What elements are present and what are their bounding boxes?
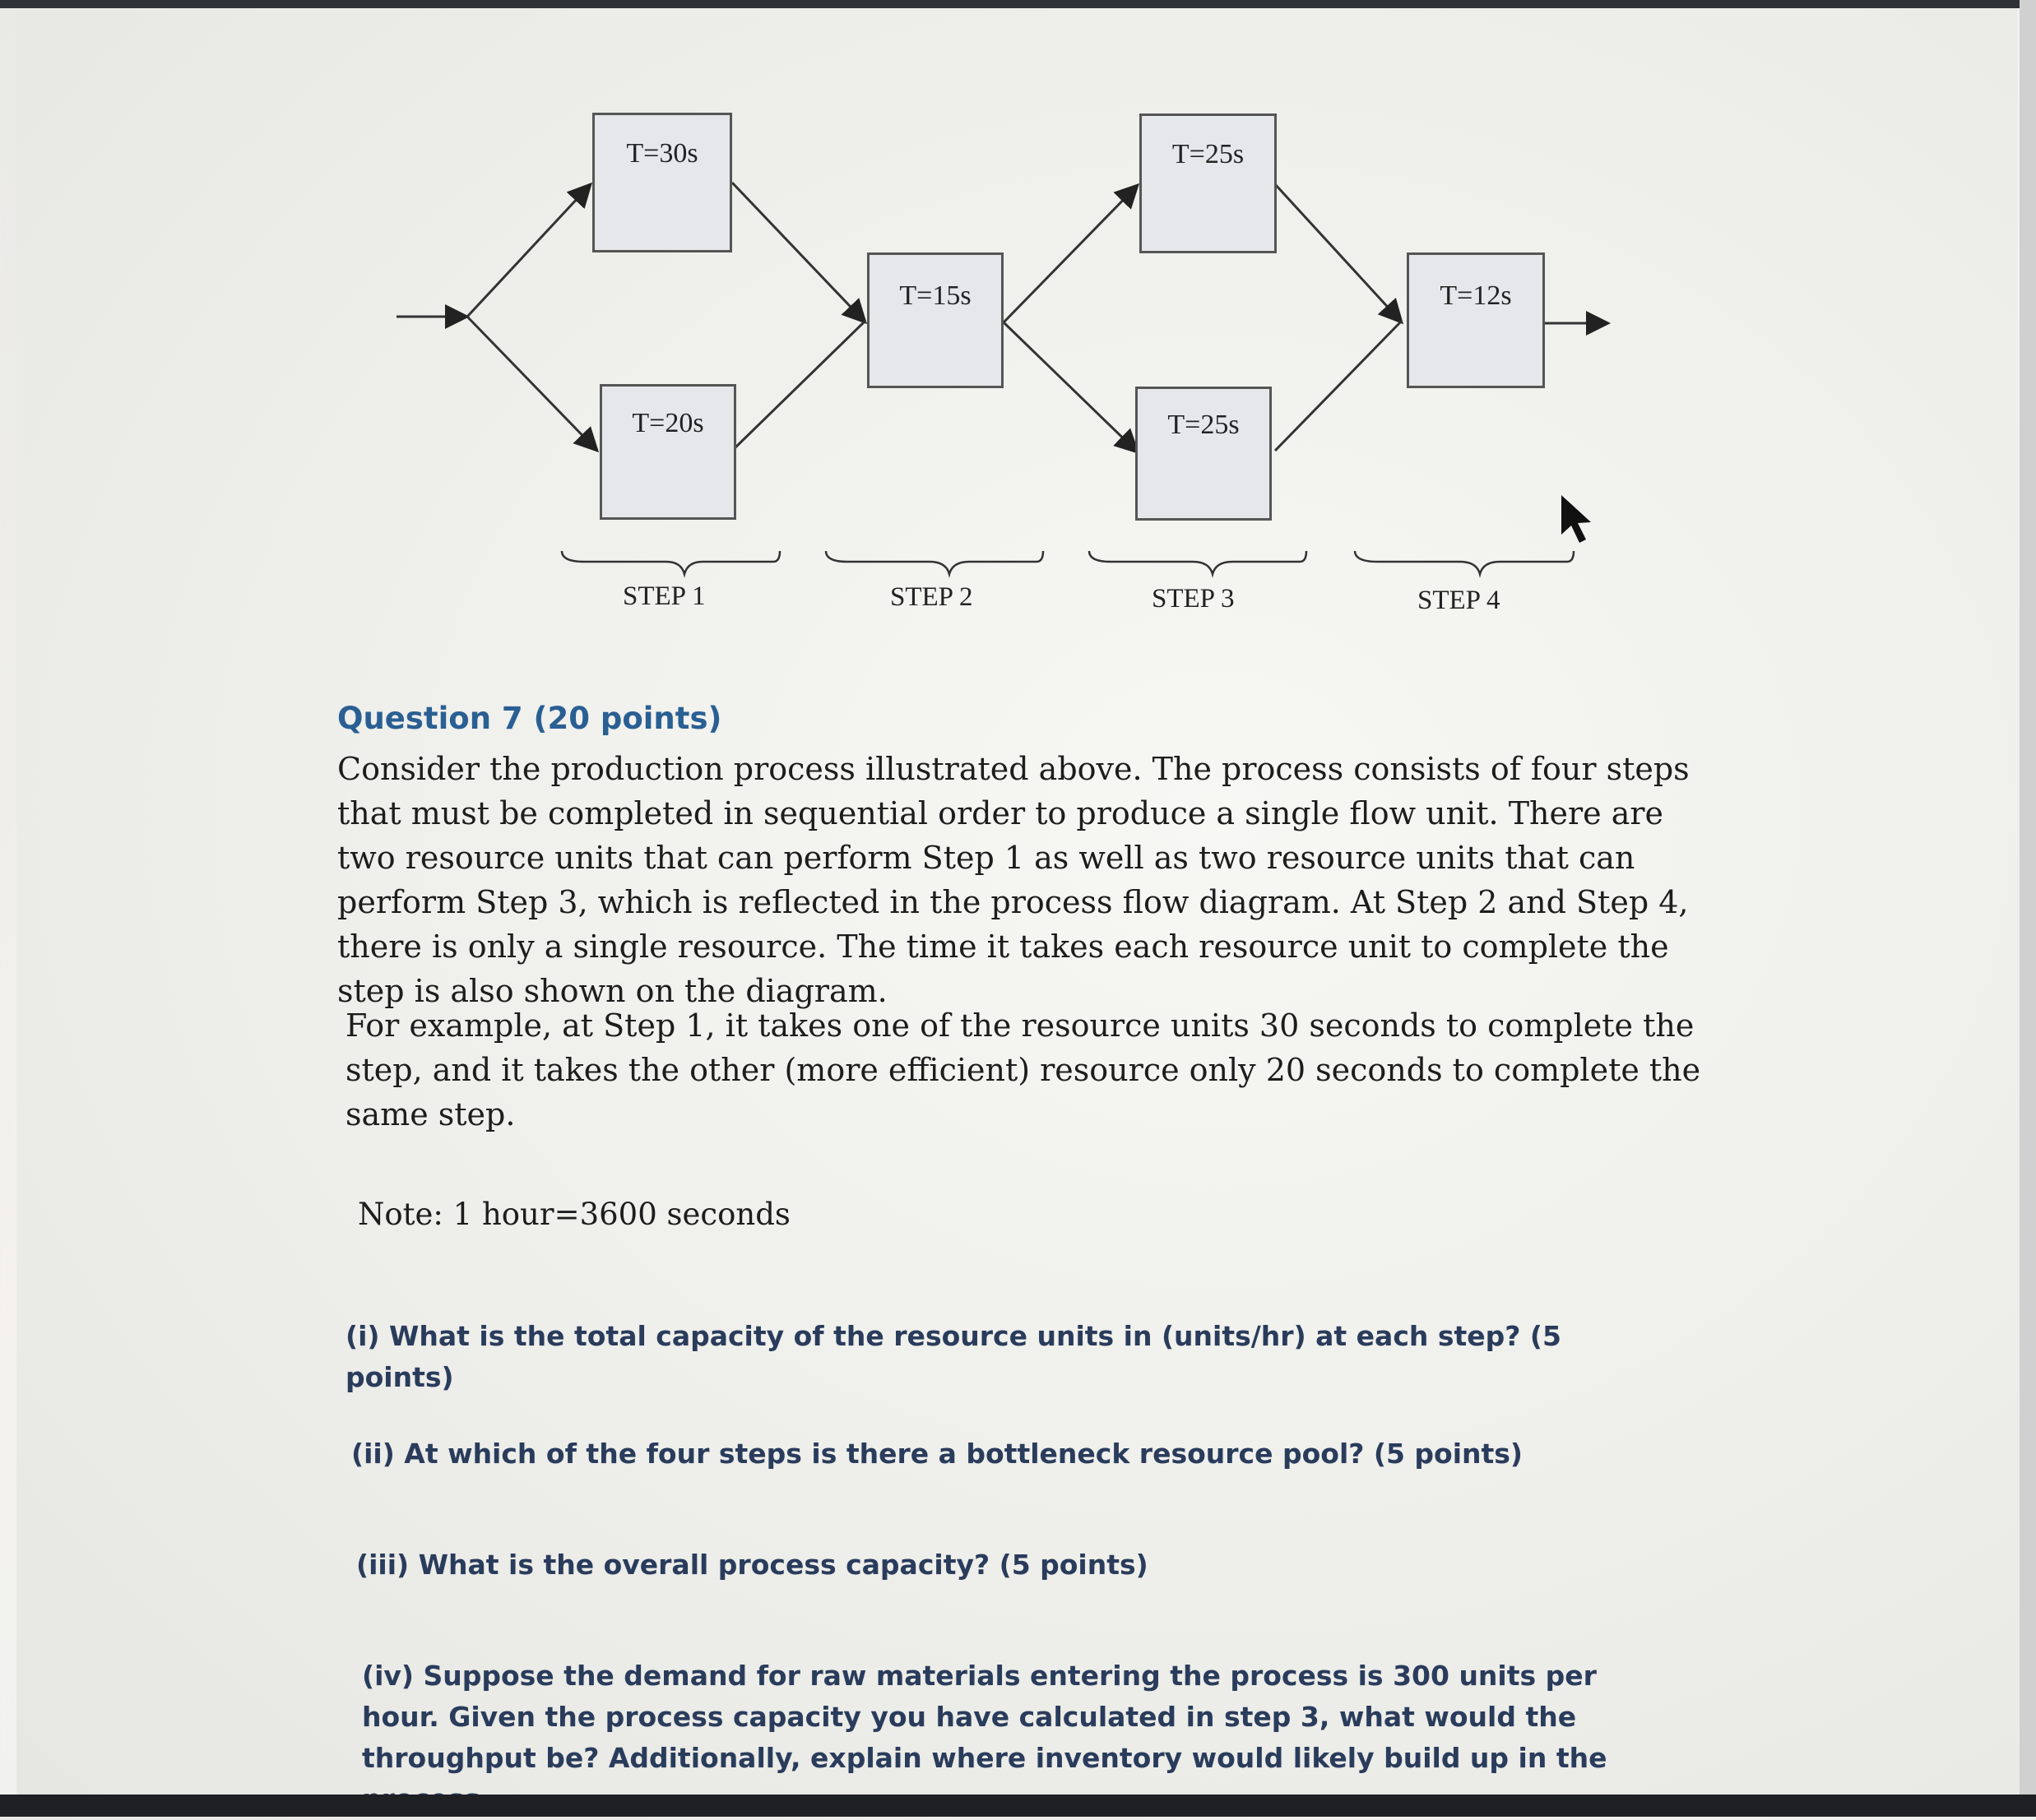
flow-line bbox=[1004, 322, 1138, 452]
step2-resource-box bbox=[867, 252, 1004, 388]
document-page bbox=[16, 8, 2017, 1795]
screen-bezel-right bbox=[2020, 0, 2036, 1817]
step3-resource-b-time: T=25s bbox=[1167, 409, 1240, 440]
sub-question-ii: (ii) At which of the four steps is there a bottleneck resource pool? (5 points) bbox=[351, 1438, 1524, 1470]
step2-label: STEP 2 bbox=[890, 582, 973, 612]
flow-line bbox=[467, 317, 597, 451]
screen-bezel-bottom bbox=[0, 1795, 2036, 1817]
step3-brace bbox=[1089, 551, 1306, 574]
step1-brace bbox=[562, 551, 780, 574]
step1-resource-b-time: T=20s bbox=[632, 407, 704, 438]
question-title: Question 7 (20 points) bbox=[337, 701, 722, 736]
flow-line bbox=[1275, 184, 1402, 322]
question-paragraph-1: Consider the production process illustrated above. The process consists of four steps that must be completed in sequential order to produce a single flow unit. There are two resource units that can perform Step 1 as well as two resource units that can perform Step 3, which is reflected in the process flow diagram. At Step 2 and Step 4, there is only a single resource. The time it takes each resource unit to complete the step is also shown on the diagram. bbox=[337, 751, 1690, 1009]
step4-resource-box bbox=[1407, 252, 1545, 388]
flow-line bbox=[1004, 185, 1138, 322]
step4-resource-time: T=12s bbox=[1440, 280, 1512, 311]
step4-label: STEP 4 bbox=[1417, 586, 1500, 615]
note-text: Note: 1 hour=3600 seconds bbox=[358, 1197, 791, 1232]
step3-label: STEP 3 bbox=[1152, 584, 1235, 614]
question-paragraph-2: For example, at Step 1, it takes one of the resource units 30 seconds to complete the step, and it takes the other (more efficient) resource only 20 seconds to complete the same step. bbox=[346, 1007, 1701, 1132]
flow-line bbox=[1275, 321, 1402, 451]
process-flow-diagram bbox=[16, 8, 2017, 666]
mouse-cursor-icon bbox=[1561, 495, 1591, 543]
step3-resource-a-time: T=25s bbox=[1171, 139, 1245, 169]
step2-brace bbox=[826, 551, 1043, 574]
sub-question-iii: (iii) What is the overall process capacity? (5 points) bbox=[356, 1549, 1148, 1581]
flow-line bbox=[732, 183, 865, 322]
step2-resource-time: T=15s bbox=[899, 280, 972, 311]
sub-question-iv: (iv) Suppose the demand for raw materials entering the process is 300 units per hour. Given the process capacity you have calculated in step 3, what would the throughput be? Additionally, explain where inventory would likely build up in the bbox=[362, 1660, 1607, 1774]
step4-brace bbox=[1355, 551, 1574, 574]
sub-question-i: (i) What is the total capacity of the resource units in (units/hr) at each step? (5 points) bbox=[346, 1320, 1561, 1393]
flow-line bbox=[735, 321, 865, 448]
flow-line bbox=[467, 184, 591, 317]
step1-resource-a-box bbox=[592, 113, 732, 252]
screen-bezel-top bbox=[0, 0, 2036, 8]
step3-resource-a-box bbox=[1139, 113, 1277, 253]
step1-label: STEP 1 bbox=[623, 581, 706, 611]
step1-resource-b-box bbox=[600, 384, 736, 520]
step3-resource-b-box bbox=[1135, 387, 1272, 521]
step1-resource-a-time: T=30s bbox=[626, 138, 698, 169]
